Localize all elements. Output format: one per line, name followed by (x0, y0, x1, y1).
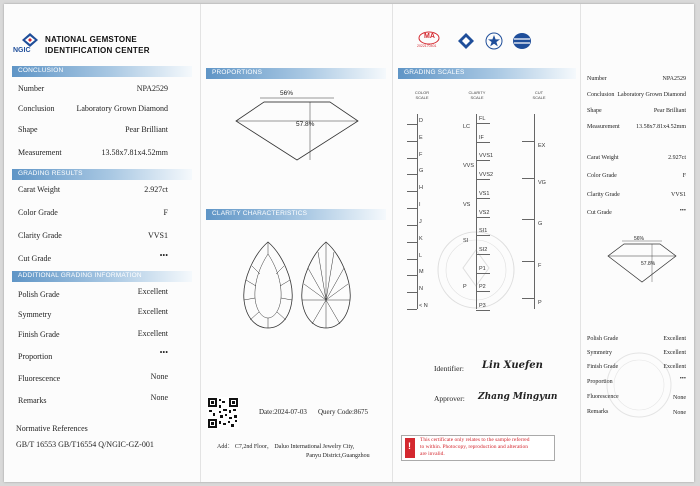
finish-value: Excellent (137, 329, 168, 338)
section-conclusion: CONCLUSION (12, 66, 192, 77)
color-value: F (163, 208, 168, 217)
cut-scale-head: CUT SCALE (532, 90, 546, 100)
issue-date: Date:2024-07-03 (259, 408, 307, 416)
certificate (4, 4, 694, 482)
ngic-small-logo (456, 32, 476, 52)
brand-line-1: NATIONAL GEMSTONE (45, 35, 137, 44)
stub-clarity-label: Clarity Grade (587, 192, 620, 198)
stub-conclusion-label: Conclusion (587, 92, 615, 98)
shape-label: Shape (18, 125, 38, 134)
cut-value: ••• (159, 251, 168, 260)
color-grade-label: N (419, 286, 423, 293)
clarity-label: Clarity Grade (18, 231, 62, 240)
stub-measurement-label: Measurement (587, 124, 620, 130)
measurement-label: Measurement (18, 148, 62, 157)
ma-logo (416, 30, 442, 50)
fluorescence-value: None (150, 372, 168, 381)
stub-remarks-label: Remarks (587, 409, 609, 415)
conclusion-label: Conclusion (18, 104, 55, 113)
clarity-group-label: VVS (463, 163, 475, 169)
cut-tick (522, 298, 534, 299)
color-label: Color Grade (18, 208, 58, 217)
stub-shape-value: Pear Brilliant (653, 108, 686, 114)
clarity-grade-label: P3 (479, 303, 486, 309)
fold-line (200, 4, 201, 482)
notice-text (420, 437, 530, 458)
notice-line-1: This certificate only relates to the sample referred (420, 437, 530, 443)
clarity-tick (476, 217, 490, 218)
fluorescence-label: Fluorescence (18, 374, 61, 383)
stub-clarity-value: VVS1 (670, 192, 686, 198)
cut-grade-label: F (538, 263, 542, 269)
cut-grade-label: G (538, 221, 543, 227)
clarity-grade-label: VVS1 (479, 153, 494, 160)
cut-grade-label: VG (538, 180, 546, 186)
section-grading-results: GRADING RESULTS (12, 169, 192, 180)
globe-badge (511, 32, 533, 50)
cut-grade-label: EX (538, 143, 546, 149)
qr-code-icon (207, 397, 239, 429)
clarity-grade-label: IF (479, 134, 484, 141)
clarity-tick (476, 291, 490, 292)
clarity-grade-label: FL (479, 116, 486, 122)
clarity-tick (476, 254, 490, 255)
address-line-2: Panyu District,Guangzhou (306, 453, 370, 459)
clarity-value: VVS1 (147, 231, 168, 240)
color-tick (407, 191, 417, 192)
color-tick (407, 141, 417, 142)
color-tick (407, 208, 417, 209)
qr-code[interactable] (207, 397, 239, 429)
color-grade-label: E (419, 134, 423, 141)
identifier-signature: Lin Xuefen (482, 360, 543, 371)
cut-scale-axis (534, 114, 535, 309)
color-tick (407, 309, 417, 310)
cut-tick (522, 261, 534, 262)
color-scale-head: COLOR SCALE (414, 90, 430, 100)
stub-measurement-value: 13.58x7.81x4.52mm (636, 124, 686, 130)
symmetry-value: Excellent (137, 307, 168, 316)
clarity-grade-label: VS1 (479, 190, 490, 197)
stub-carat-label: Carat Weight (587, 155, 619, 161)
stub-conclusion-value: Laboratory Grown Diamond (617, 92, 686, 98)
cut-grade-label: P (538, 300, 542, 306)
symmetry-label: Symmetry (18, 310, 52, 319)
remarks-label: Remarks (18, 396, 47, 405)
color-grade-label: F (419, 151, 423, 158)
clarity-tick (476, 123, 490, 124)
color-tick (407, 225, 417, 226)
stub-fluorescence-label: Fluorescence (587, 394, 619, 400)
stub-number-label: Number (587, 76, 607, 82)
clarity-tick (476, 273, 490, 274)
clarity-tick (476, 160, 490, 161)
clarity-grade-label: P2 (479, 284, 486, 291)
stub-remarks-value: None (673, 410, 686, 416)
depth-percent: 57.8% (296, 121, 315, 128)
stub-symmetry-value: Excellent (663, 350, 686, 356)
clarity-plot (232, 238, 362, 330)
color-tick (407, 275, 417, 276)
query-code: Query Code:8675 (318, 408, 368, 416)
color-grade-label: L (419, 252, 423, 259)
color-grade-label: K (419, 235, 423, 242)
normative-title: Normative References (16, 424, 88, 433)
polish-value: Excellent (137, 287, 168, 296)
stub-proportion-value: ••• (679, 376, 686, 382)
stub-symmetry-label: Symmetry (587, 350, 612, 356)
shape-value: Pear Brilliant (125, 125, 168, 134)
color-tick (407, 158, 417, 159)
watermark-seal-icon (604, 350, 674, 420)
color-grade-label: J (419, 218, 422, 225)
notice-line-2: to within. Photocopy, reproduction and alteration (420, 444, 528, 450)
color-tick (407, 242, 417, 243)
clarity-tick (476, 198, 490, 199)
clarity-group-label: LC (463, 124, 471, 130)
ngic-watermark (431, 228, 521, 312)
ngic-diamond-icon (456, 32, 476, 52)
stub-proportion-label: Proportion (587, 379, 613, 385)
color-grade-label: D (419, 118, 423, 124)
color-tick (407, 124, 417, 125)
stub-cut-value: ••• (679, 208, 686, 214)
clarity-group-label: VS (463, 202, 471, 208)
conclusion-value: Laboratory Grown Diamond (76, 104, 168, 113)
approver-signature: Zhang Mingyun (478, 392, 558, 402)
fold-line (392, 4, 393, 482)
section-grading-scales: GRADING SCALES (398, 68, 576, 79)
stub-cut-label: Cut Grade (587, 210, 612, 216)
color-grade-label: G (419, 168, 424, 175)
address-line-1: Add： C7,2nd Floor， Daluo International Jewelry City, (217, 444, 355, 450)
stub-finish-label: Finish Grade (587, 364, 619, 370)
watermark-seal-icon (431, 228, 521, 312)
carat-label: Carat Weight (18, 185, 61, 194)
color-grade-label: M (419, 269, 424, 276)
globe-icon (511, 32, 533, 50)
stub-carat-value: 2.927ct (668, 155, 686, 161)
color-tick (407, 259, 417, 260)
number-value: NPA2529 (136, 84, 168, 93)
warning-icon: ! (405, 438, 415, 458)
clarity-tick (476, 235, 490, 236)
proportion-value: ••• (159, 348, 168, 357)
stub-color-value: F (682, 173, 686, 179)
star-badge (485, 32, 503, 50)
color-scale-axis (417, 114, 418, 309)
stub-depth-percent: 57.8% (641, 261, 656, 267)
polish-label: Polish Grade (18, 290, 60, 299)
carat-value: 2.927ct (144, 185, 168, 194)
ma-number: 2022170401 (417, 44, 437, 48)
color-grade-label: H (419, 185, 423, 192)
cut-tick (522, 141, 534, 142)
clarity-tick (476, 142, 490, 143)
proportion-label: Proportion (18, 352, 53, 361)
ma-mark: MA (424, 33, 435, 40)
section-proportions: PROPORTIONS (206, 68, 386, 79)
stub-polish-value: Excellent (663, 336, 686, 342)
section-additional: ADDITIONAL GRADING INFORMATION (12, 271, 192, 282)
clarity-grade-label: VVS2 (479, 172, 494, 179)
number-label: Number (18, 84, 45, 93)
stub-fluorescence-value: None (673, 395, 686, 401)
measurement-value: 13.58x7.81x4.52mm (101, 148, 168, 157)
clarity-group-label: P (463, 284, 467, 290)
stub-table-percent: 56% (634, 236, 645, 242)
notice-line-3: are invalid. (420, 451, 445, 457)
clarity-grade-label: SI1 (479, 228, 488, 235)
clarity-group-label: SI (463, 238, 469, 244)
color-grade-label: I (419, 202, 421, 209)
proportion-diagram (222, 88, 372, 168)
clarity-grade-label: VS2 (479, 209, 490, 216)
color-tick (407, 292, 417, 293)
identifier-label: Identifier: (434, 364, 464, 373)
clarity-tick (476, 310, 490, 311)
clarity-tick (476, 179, 490, 180)
section-clarity: CLARITY CHARACTERISTICS (206, 209, 386, 220)
cut-tick (522, 178, 534, 179)
approver-label: Approver: (434, 394, 465, 403)
stub-watermark (604, 350, 674, 420)
normative-refs: GB/T 16553 GB/T16554 Q/NGIC-GZ-001 (16, 440, 154, 449)
color-tick (407, 174, 417, 175)
stub-number-value: NPA2529 (662, 76, 686, 82)
clarity-grade-label: SI2 (479, 246, 488, 253)
color-grade-label: < N (419, 303, 428, 309)
finish-label: Finish Grade (18, 330, 60, 339)
fold-line (580, 4, 581, 482)
cut-label: Cut Grade (18, 254, 52, 263)
stub-finish-value: Excellent (663, 364, 686, 370)
stub-color-label: Color Grade (587, 173, 617, 179)
notice-box (401, 435, 555, 461)
star-icon (485, 32, 503, 50)
remarks-value: None (150, 393, 168, 402)
stub-shape-label: Shape (587, 108, 602, 114)
brand-line-2: IDENTIFICATION CENTER (45, 46, 150, 55)
clarity-grade-label: P1 (479, 265, 486, 272)
clarity-scale-head: CLARITY SCALE (468, 90, 486, 100)
brand-short: NGIC (13, 47, 31, 54)
cut-tick (522, 219, 534, 220)
stub-polish-label: Polish Grade (587, 336, 619, 342)
table-percent: 56% (280, 90, 294, 97)
